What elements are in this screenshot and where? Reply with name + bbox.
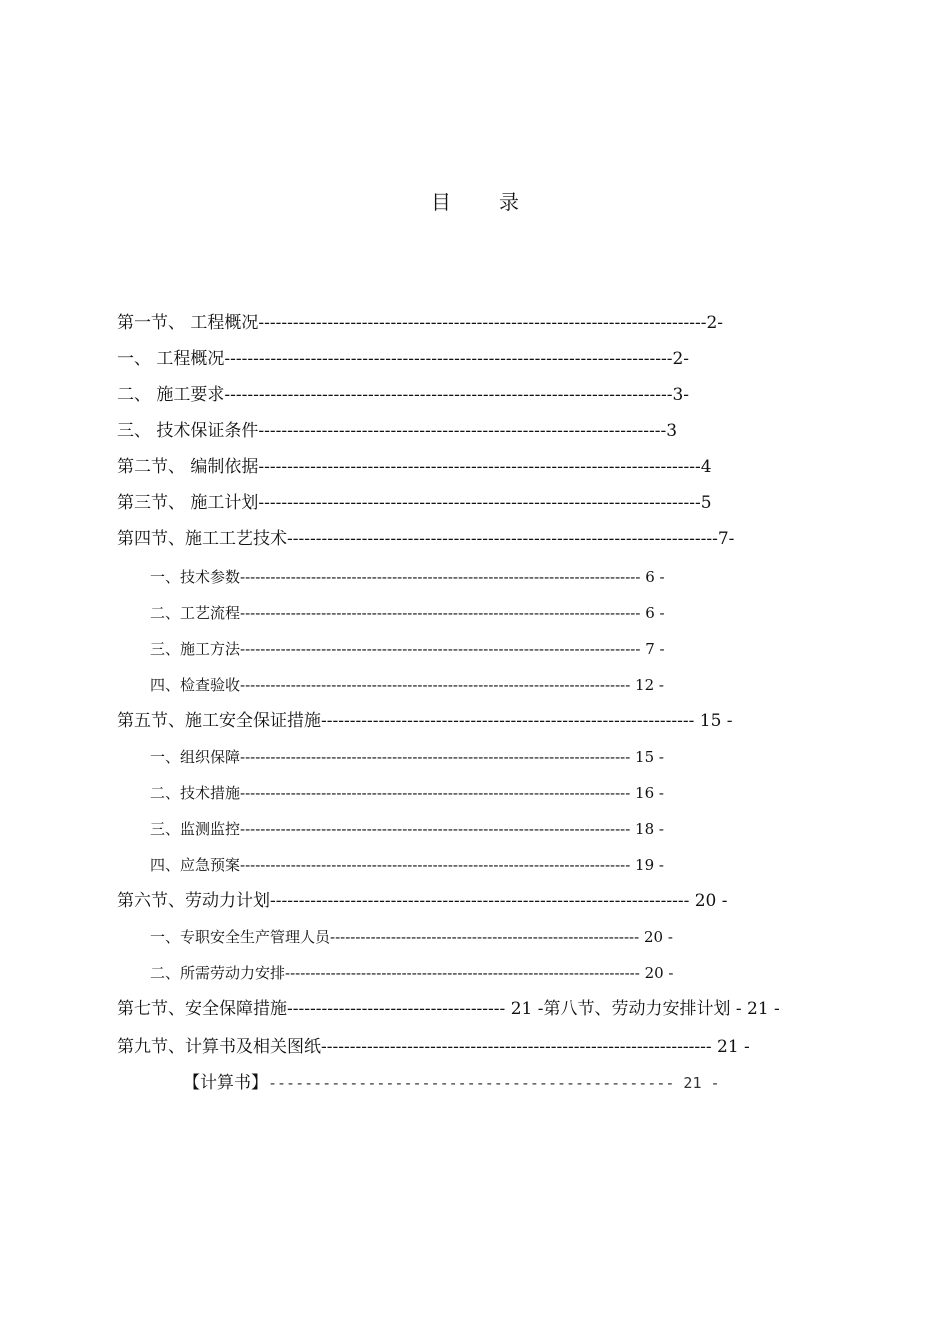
- toc-entry[interactable]: [117, 998, 837, 1020]
- toc-entry-text: 第七节、安全保障措施: [117, 999, 287, 1019]
- toc-page: - 21 -第八节、劳动力安排计划 - 21 -: [499, 999, 780, 1019]
- toc-entry-text: 一、 工程概况: [117, 349, 225, 369]
- toc-entry-text: 第四节、施工工艺技术: [117, 529, 287, 549]
- toc-entry-text: 四、检查验收: [150, 676, 241, 694]
- toc-entry[interactable]: [117, 384, 787, 406]
- toc-entry[interactable]: [117, 492, 787, 514]
- toc-entry-text: 第五节、施工安全保证措施: [117, 711, 321, 731]
- toc-page: - 18 -: [625, 820, 664, 838]
- toc-entry-text: 三、施工方法: [150, 640, 241, 658]
- toc-page: -4: [694, 457, 712, 477]
- toc-dots: ------------------------------------------------------------------------------: [240, 604, 636, 622]
- toc-dots: ----------------------------------------------------------------------------: [240, 676, 626, 694]
- toc-page: - 19 -: [625, 856, 664, 874]
- toc-entry[interactable]: [117, 1036, 787, 1058]
- toc-page: - 6 -: [635, 568, 665, 586]
- toc-page: 21 -: [674, 1074, 720, 1092]
- toc-dots: ---------------------------------------------------------------------: [285, 964, 635, 982]
- toc-title: [0, 186, 950, 215]
- toc-entry-text: 二、工艺流程: [150, 604, 241, 622]
- toc-entry[interactable]: [150, 674, 780, 696]
- toc-entry[interactable]: [117, 348, 787, 370]
- toc-dots: ----------------------------------------------------------------------------: [258, 493, 695, 513]
- title-char-right: 录: [499, 190, 519, 214]
- toc-dots: ----------------------------------------------------------------------------: [240, 748, 626, 766]
- toc-dots: -------------------------------------: [287, 999, 500, 1019]
- toc-page: -2-: [700, 313, 724, 333]
- toc-entry-text: 一、技术参数: [150, 568, 241, 586]
- toc-entry[interactable]: [150, 638, 780, 660]
- toc-dots: ------------------------------------------------------------------------------: [240, 568, 636, 586]
- toc-entry-text: 一、组织保障: [150, 748, 241, 766]
- toc-page: -7-: [712, 529, 735, 549]
- toc-entry[interactable]: [183, 1072, 783, 1094]
- toc-entry[interactable]: [117, 312, 787, 334]
- toc-entry-text: 第九节、计算书及相关图纸: [117, 1037, 321, 1057]
- toc-entry-text: 【计算书】: [183, 1073, 268, 1093]
- toc-entry-text: 第一节、 工程概况: [117, 313, 259, 333]
- toc-dots: -----------------------------------------------------------------------------: [258, 313, 701, 333]
- toc-entry[interactable]: [150, 746, 780, 768]
- toc-entry[interactable]: [150, 962, 780, 984]
- toc-page: - 7 -: [635, 640, 665, 658]
- toc-entry[interactable]: [117, 420, 787, 442]
- toc-page: - 16 -: [625, 784, 664, 802]
- toc-entry[interactable]: [150, 926, 780, 948]
- toc-dots: --------------------------------------------------------------------------: [287, 529, 713, 549]
- toc-dots: -----------------------------------------------------------------------------: [224, 385, 667, 405]
- toc-entry[interactable]: [150, 602, 780, 624]
- toc-page: - 6 -: [635, 604, 665, 622]
- toc-entry[interactable]: [117, 890, 787, 912]
- toc-entry-text: 四、应急预案: [150, 856, 241, 874]
- toc-entry-text: 第二节、 编制依据: [117, 457, 259, 477]
- toc-entry[interactable]: [117, 710, 787, 732]
- toc-dots: ----------------------------------------------------------------------------: [258, 457, 695, 477]
- title-char-left: 目: [431, 190, 451, 214]
- toc-page: -5: [694, 493, 712, 513]
- toc-page: - 15 -: [688, 711, 733, 731]
- toc-dots: ----------------------------------------------------------------------: [258, 421, 661, 441]
- toc-entry[interactable]: [117, 456, 787, 478]
- toc-page: - 20 -: [634, 964, 674, 982]
- toc-page: - 20 -: [683, 891, 728, 911]
- toc-page: -3: [660, 421, 678, 441]
- toc-entry-text: 三、 技术保证条件: [117, 421, 259, 441]
- toc-dots: ----------------------------------------------------------------------------: [240, 784, 626, 802]
- toc-entry[interactable]: [150, 854, 780, 876]
- toc-entry[interactable]: [150, 818, 780, 840]
- toc-entry-text: 第六节、劳动力计划: [117, 891, 270, 911]
- toc-dots: ------------------------------------------------------------------------------: [240, 640, 636, 658]
- toc-dots: -------------------------------------------------------------------: [321, 1037, 706, 1057]
- toc-page: -3-: [666, 385, 690, 405]
- toc-entry-text: 二、 施工要求: [117, 385, 225, 405]
- toc-dots: ------------------------------------------------------------------------: [270, 891, 684, 911]
- toc-page: - 21 -: [705, 1037, 750, 1057]
- toc-entry[interactable]: [117, 528, 787, 550]
- toc-entry-text: 第三节、 施工计划: [117, 493, 259, 513]
- toc-dots: ------------------------------------------------------------: [330, 928, 635, 946]
- toc-dots: -----------------------------------------------------------------------------: [224, 349, 667, 369]
- toc-entry-text: 二、所需劳动力安排: [150, 964, 286, 982]
- toc-dots: ---------------------------------------------: [268, 1074, 675, 1092]
- toc-entry-text: 二、技术措施: [150, 784, 241, 802]
- toc-entry[interactable]: [150, 782, 780, 804]
- toc-entry-text: 一、专职安全生产管理人员: [150, 928, 331, 946]
- toc-dots: ----------------------------------------------------------------: [321, 711, 689, 731]
- toc-page: - 20 -: [634, 928, 673, 946]
- toc-page: - 12 -: [625, 676, 664, 694]
- toc-page: -2-: [666, 349, 690, 369]
- toc-dots: ----------------------------------------------------------------------------: [240, 820, 626, 838]
- toc-page: - 15 -: [625, 748, 664, 766]
- toc-entry[interactable]: [150, 566, 780, 588]
- toc-entry-text: 三、监测监控: [150, 820, 241, 838]
- toc-dots: ----------------------------------------------------------------------------: [240, 856, 626, 874]
